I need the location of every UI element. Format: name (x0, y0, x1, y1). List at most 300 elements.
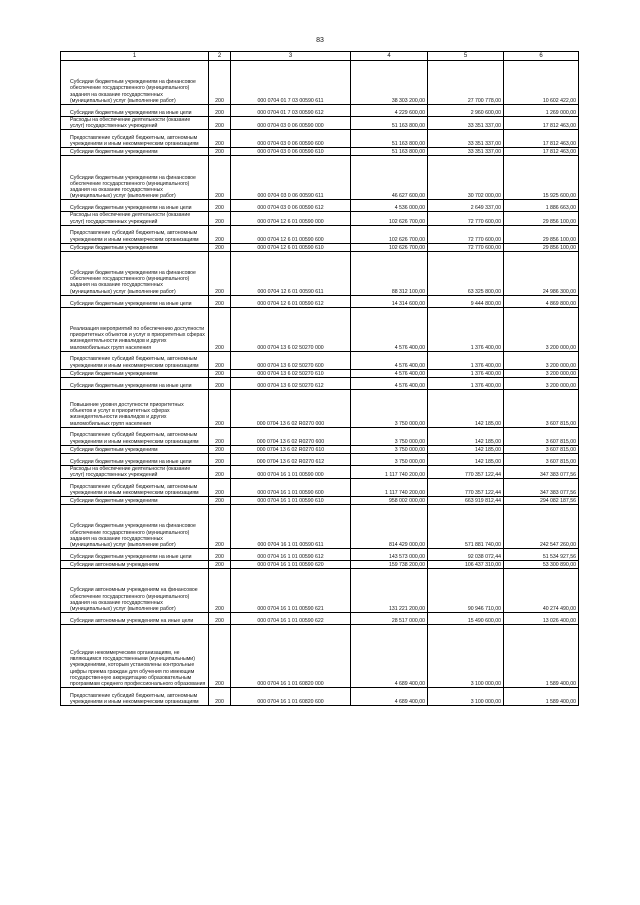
row-kbk: 000 0704 03 0 06 00590 612 (257, 205, 324, 212)
row-name: Субсидии бюджетным учреждениям (70, 149, 158, 156)
row-value-2-cell (428, 445, 504, 453)
row-value-3-cell (504, 497, 579, 505)
row-name: Реализация мероприятий по обеспечению доступности приоритетных объектов и услуг в приоритетных сферах жизнедеятельности инвалидов и других маломобильных групп населения (70, 326, 205, 351)
row-value-2: 1 376 400,00 (470, 382, 501, 389)
row-code-cell (209, 569, 231, 613)
row-value-3-cell (504, 625, 579, 688)
row-kbk: 000 0704 03 0 06 00590 600 (257, 141, 324, 148)
row-code: 200 (215, 370, 224, 377)
row-value-2: 63 325 800,00 (467, 288, 501, 295)
row-kbk-cell (231, 148, 351, 156)
row-value-3: 13 026 400,00 (542, 618, 576, 625)
row-kbk: 000 0704 16 1 01 60820 000 (257, 681, 324, 688)
row-value-3-cell (504, 427, 579, 445)
row-name: Субсидии бюджетным учреждениям на иные цели (70, 382, 192, 389)
row-value-3: 29 856 100,00 (542, 218, 576, 225)
row-value-2-cell (428, 465, 504, 478)
row-name: Субсидии бюджетным учреждениям на иные цели (70, 554, 192, 561)
row-name: Расходы на обеспечение деятельности (оказание услуг) государственных учреждений (70, 117, 191, 130)
row-kbk: 000 0704 13 6 02 50270 612 (257, 382, 324, 389)
row-code-cell (209, 243, 231, 251)
row-code: 200 (215, 420, 224, 427)
row-value-3-cell (504, 117, 579, 130)
row-value-1: 131 221 200,00 (388, 606, 425, 613)
row-value-3: 10 602 422,00 (542, 97, 576, 104)
row-value-2: 106 437 310,00 (464, 562, 501, 569)
row-value-1-cell (351, 549, 428, 561)
row-code: 200 (215, 382, 224, 389)
row-value-1-cell (351, 148, 428, 156)
row-code-cell (209, 453, 231, 465)
row-kbk-cell (231, 200, 351, 212)
row-kbk-cell (231, 377, 351, 389)
row-value-2-cell (428, 569, 504, 613)
row-value-3-cell (504, 453, 579, 465)
table-row (61, 497, 579, 505)
row-name: Предоставление субсидий бюджетным, автономным учреждениям и иным некоммерческим организациям (70, 692, 199, 706)
row-value-3: 17 812 463,00 (542, 123, 576, 130)
row-value-1-cell (351, 200, 428, 212)
row-value-1-cell (351, 569, 428, 613)
row-value-2: 1 376 400,00 (470, 344, 501, 351)
row-code: 200 (215, 554, 224, 561)
row-value-1: 159 738 200,00 (388, 562, 425, 569)
row-code: 200 (215, 193, 224, 200)
row-code-cell (209, 613, 231, 625)
row-value-2-cell (428, 561, 504, 569)
row-value-2: 72 770 600,00 (467, 218, 501, 225)
table-row (61, 453, 579, 465)
row-value-2: 15 490 600,00 (467, 618, 501, 625)
row-value-1: 102 626 700,00 (388, 236, 425, 243)
row-name-cell (61, 389, 209, 427)
row-kbk: 000 0704 16 1 01 00590 622 (257, 618, 324, 625)
row-code: 200 (215, 472, 224, 479)
row-name: Субсидии бюджетным учреждениям (70, 244, 158, 251)
row-kbk-cell (231, 251, 351, 295)
table-row (61, 200, 579, 212)
row-value-2: 3 100 000,00 (470, 681, 501, 688)
row-value-1: 4 576 400,00 (394, 362, 425, 369)
row-code: 200 (215, 300, 224, 307)
row-name: Субсидии бюджетным учреждениям на финансовое обеспечение государственного (муниципального) задания на оказание государственных (муниципальных) услуг (выполнение работ) (70, 174, 196, 200)
row-value-1: 4 536 000,00 (394, 205, 425, 212)
row-value-2-cell (428, 549, 504, 561)
column-header: 6 (504, 52, 579, 61)
row-value-1-cell (351, 61, 428, 105)
row-name: Предоставление субсидий бюджетным, автономным учреждениям и иным некоммерческим организациям (70, 432, 199, 445)
row-kbk-cell (231, 465, 351, 478)
table-row (61, 243, 579, 251)
row-value-1-cell (351, 307, 428, 351)
row-code: 200 (215, 562, 224, 569)
row-value-3: 3 607 815,00 (545, 420, 576, 427)
row-code: 200 (215, 606, 224, 613)
row-value-1-cell (351, 212, 428, 225)
row-value-3: 40 274 490,00 (542, 606, 576, 613)
table-row (61, 351, 579, 369)
table-row (61, 377, 579, 389)
row-code: 200 (215, 490, 224, 497)
row-kbk: 000 0704 13 6 02 R0270 610 (256, 446, 325, 453)
row-value-3-cell (504, 561, 579, 569)
row-value-2-cell (428, 369, 504, 377)
row-value-2-cell (428, 625, 504, 688)
row-value-1: 51 163 800,00 (391, 123, 425, 130)
row-value-1-cell (351, 243, 428, 251)
row-value-3: 242 547 260,00 (539, 542, 576, 549)
row-value-3-cell (504, 465, 579, 478)
row-value-2-cell (428, 497, 504, 505)
row-code: 200 (215, 498, 224, 505)
row-value-2: 142 185,00 (475, 446, 501, 453)
table-row (61, 251, 579, 295)
row-value-1-cell (351, 497, 428, 505)
table-row (61, 212, 579, 225)
row-value-1: 46 627 600,00 (391, 193, 425, 200)
row-code-cell (209, 212, 231, 225)
table-row (61, 389, 579, 427)
row-code-cell (209, 549, 231, 561)
row-value-3-cell (504, 688, 579, 706)
row-value-1: 102 626 700,00 (388, 244, 425, 251)
row-value-2-cell (428, 130, 504, 148)
row-value-2-cell (428, 61, 504, 105)
row-name-cell (61, 243, 209, 251)
row-code-cell (209, 427, 231, 445)
row-kbk-cell (231, 369, 351, 377)
row-kbk: 000 0704 03 0 06 00590 610 (257, 149, 324, 156)
column-header: 4 (351, 52, 428, 61)
row-kbk: 000 0704 13 6 02 50270 600 (257, 362, 324, 369)
row-code: 200 (215, 446, 224, 453)
row-value-1: 143 573 000,00 (388, 554, 425, 561)
row-kbk: 000 0704 16 1 01 00590 600 (257, 490, 324, 497)
row-value-1-cell (351, 625, 428, 688)
row-value-1-cell (351, 427, 428, 445)
row-value-3-cell (504, 351, 579, 369)
row-value-2-cell (428, 688, 504, 706)
row-value-1: 102 626 700,00 (388, 218, 425, 225)
row-value-2-cell (428, 225, 504, 243)
row-value-1: 958 002 000,00 (388, 498, 425, 505)
row-code-cell (209, 351, 231, 369)
row-name-cell (61, 225, 209, 243)
row-code-cell (209, 251, 231, 295)
row-value-2-cell (428, 351, 504, 369)
row-name: Субсидии автономным учреждениям на иные цели (70, 618, 194, 625)
row-value-3-cell (504, 445, 579, 453)
table-header-row (61, 52, 579, 61)
row-value-2-cell (428, 251, 504, 295)
row-value-3: 1 589 400,00 (545, 681, 576, 688)
row-code-cell (209, 479, 231, 497)
row-kbk-cell (231, 351, 351, 369)
row-value-3: 3 607 815,00 (545, 458, 576, 465)
row-kbk: 000 0704 13 6 02 R0270 612 (256, 458, 325, 465)
row-name: Субсидии бюджетным учреждениям (70, 446, 158, 453)
row-value-3: 3 200 000,00 (545, 382, 576, 389)
row-value-1-cell (351, 688, 428, 706)
table-row (61, 307, 579, 351)
row-name-cell (61, 212, 209, 225)
row-code: 200 (215, 236, 224, 243)
row-kbk-cell (231, 479, 351, 497)
row-code: 200 (215, 149, 224, 156)
row-kbk: 000 0704 16 1 01 00590 000 (257, 472, 324, 479)
row-value-1-cell (351, 377, 428, 389)
row-kbk: 000 0704 16 1 01 00590 621 (257, 606, 324, 613)
row-value-3: 17 812 463,00 (542, 149, 576, 156)
row-name: Предоставление субсидий бюджетным, автономным учреждениям и иным некоммерческим организациям (70, 483, 199, 497)
row-value-3-cell (504, 251, 579, 295)
row-value-1-cell (351, 295, 428, 307)
row-value-3: 1 886 663,00 (545, 205, 576, 212)
row-name: Расходы на обеспечение деятельности (оказание услуг) государственных учреждений (70, 212, 191, 225)
row-value-3: 3 200 000,00 (545, 362, 576, 369)
row-code: 200 (215, 218, 224, 225)
row-name-cell (61, 613, 209, 625)
row-name-cell (61, 445, 209, 453)
table-row (61, 295, 579, 307)
row-code-cell (209, 625, 231, 688)
table-row (61, 445, 579, 453)
row-value-3-cell (504, 243, 579, 251)
row-value-3: 3 607 815,00 (545, 446, 576, 453)
row-kbk-cell (231, 497, 351, 505)
row-kbk: 000 0704 03 0 06 00590 000 (257, 123, 324, 130)
row-value-3-cell (504, 130, 579, 148)
table-row (61, 156, 579, 200)
row-kbk-cell (231, 105, 351, 117)
row-code-cell (209, 497, 231, 505)
row-value-2: 33 351 337,00 (467, 123, 501, 130)
row-code-cell (209, 156, 231, 200)
row-kbk: 000 0704 16 1 01 00590 610 (257, 498, 324, 505)
row-code-cell (209, 61, 231, 105)
row-value-2: 1 376 400,00 (470, 362, 501, 369)
row-code-cell (209, 389, 231, 427)
row-kbk-cell (231, 427, 351, 445)
row-value-3-cell (504, 212, 579, 225)
row-code-cell (209, 369, 231, 377)
row-value-3-cell (504, 148, 579, 156)
table-row (61, 569, 579, 613)
row-kbk-cell (231, 295, 351, 307)
row-value-2: 92 038 072,44 (467, 554, 501, 561)
table-row (61, 479, 579, 497)
row-name: Субсидии бюджетным учреждениям на финансовое обеспечение государственного (муниципального) задания на оказание государственных (муниципальных) услуг (выполнение работ) (70, 270, 196, 295)
row-value-1: 3 750 000,00 (394, 438, 425, 445)
row-name-cell (61, 200, 209, 212)
row-name: Субсидии бюджетным учреждениям на иные цели (70, 109, 192, 116)
column-header: 3 (231, 52, 351, 61)
row-value-2: 2 960 600,00 (470, 109, 501, 116)
row-name: Предоставление субсидий бюджетным, автономным учреждениям и иным некоммерческим организациям (70, 135, 199, 148)
row-kbk-cell (231, 625, 351, 688)
row-name-cell (61, 130, 209, 148)
row-code-cell (209, 445, 231, 453)
row-value-1-cell (351, 130, 428, 148)
row-value-2-cell (428, 377, 504, 389)
row-kbk-cell (231, 389, 351, 427)
row-name: Расходы на обеспечение деятельности (оказание услуг) государственных учреждений (70, 465, 191, 479)
column-header: 2 (209, 52, 231, 61)
row-value-1-cell (351, 389, 428, 427)
row-code: 200 (215, 141, 224, 148)
row-code: 200 (215, 542, 224, 549)
row-code: 200 (215, 699, 224, 706)
row-name-cell (61, 427, 209, 445)
row-name-cell (61, 369, 209, 377)
table-row (61, 688, 579, 706)
row-value-2-cell (428, 212, 504, 225)
row-kbk-cell (231, 156, 351, 200)
row-value-3: 1 269 000,00 (545, 109, 576, 116)
row-value-2: 770 357 122,44 (464, 472, 501, 479)
row-name: Субсидии бюджетным учреждениям на иные цели (70, 300, 192, 307)
row-value-3: 15 925 600,00 (542, 193, 576, 200)
row-kbk: 000 0704 13 6 02 R0270 000 (256, 420, 325, 427)
row-value-1: 4 576 400,00 (394, 382, 425, 389)
row-name-cell (61, 453, 209, 465)
table-row (61, 549, 579, 561)
row-value-2: 142 185,00 (475, 438, 501, 445)
row-value-1: 14 314 600,00 (391, 300, 425, 307)
row-kbk-cell (231, 307, 351, 351)
row-value-3: 17 812 463,00 (542, 141, 576, 148)
row-name: Субсидии бюджетным учреждениям (70, 370, 158, 377)
row-kbk-cell (231, 61, 351, 105)
row-value-3-cell (504, 569, 579, 613)
row-code-cell (209, 130, 231, 148)
row-code: 200 (215, 123, 224, 130)
row-code-cell (209, 225, 231, 243)
row-name-cell (61, 117, 209, 130)
row-kbk-cell (231, 561, 351, 569)
row-value-1: 38 303 200,00 (391, 97, 425, 104)
table-row (61, 117, 579, 130)
row-name-cell (61, 377, 209, 389)
row-name-cell (61, 569, 209, 613)
row-kbk-cell (231, 117, 351, 130)
table-row (61, 105, 579, 117)
row-kbk-cell (231, 505, 351, 549)
row-value-1: 3 750 000,00 (394, 446, 425, 453)
row-value-1: 4 576 400,00 (394, 344, 425, 351)
row-code: 200 (215, 458, 224, 465)
table-row (61, 427, 579, 445)
row-name: Субсидии автономным учреждениям (70, 562, 160, 569)
row-value-2-cell (428, 389, 504, 427)
table-row (61, 369, 579, 377)
row-value-2: 3 100 000,00 (470, 699, 501, 706)
row-name-cell (61, 561, 209, 569)
row-value-1-cell (351, 453, 428, 465)
column-header: 1 (61, 52, 209, 61)
row-value-2: 142 185,00 (475, 420, 501, 427)
row-code: 200 (215, 344, 224, 351)
row-value-1: 4 576 400,00 (394, 370, 425, 377)
row-name-cell (61, 688, 209, 706)
table-row (61, 625, 579, 688)
row-name: Субсидии бюджетным учреждениям на финансовое обеспечение государственного (муниципального) задания на оказание государственных (муниципальных) услуг (выполнение работ) (70, 79, 196, 104)
row-kbk-cell (231, 130, 351, 148)
row-value-2: 33 351 337,00 (467, 141, 501, 148)
row-value-1-cell (351, 561, 428, 569)
row-value-2-cell (428, 243, 504, 251)
row-value-2: 2 649 337,00 (470, 205, 501, 212)
row-code: 200 (215, 362, 224, 369)
row-name: Предоставление субсидий бюджетным, автономным учреждениям и иным некоммерческим организациям (70, 356, 199, 369)
row-value-3: 347 383 077,56 (539, 490, 576, 497)
row-name-cell (61, 479, 209, 497)
row-value-1-cell (351, 445, 428, 453)
row-value-1: 4 689 400,00 (394, 681, 425, 688)
row-name-cell (61, 251, 209, 295)
row-value-3: 29 856 100,00 (542, 244, 576, 251)
row-value-1-cell (351, 117, 428, 130)
row-value-3-cell (504, 369, 579, 377)
row-kbk: 000 0704 12 6 01 00590 610 (257, 244, 324, 251)
row-value-1-cell (351, 105, 428, 117)
row-value-3: 347 383 077,56 (539, 472, 576, 479)
row-code-cell (209, 148, 231, 156)
row-kbk: 000 0704 03 0 06 00590 611 (257, 193, 324, 200)
row-code: 200 (215, 618, 224, 625)
row-value-2: 571 881 740,00 (464, 542, 501, 549)
row-name: Субсидии бюджетным учреждениям на иные цели (70, 458, 192, 465)
row-value-1: 51 163 800,00 (391, 149, 425, 156)
row-kbk-cell (231, 212, 351, 225)
row-value-2-cell (428, 505, 504, 549)
table-row (61, 148, 579, 156)
row-value-1: 3 750 000,00 (394, 458, 425, 465)
row-value-1-cell (351, 479, 428, 497)
row-value-2-cell (428, 156, 504, 200)
row-value-1: 88 312 100,00 (391, 288, 425, 295)
row-value-2-cell (428, 200, 504, 212)
row-name-cell (61, 549, 209, 561)
row-value-1: 4 689 400,00 (394, 699, 425, 706)
row-code-cell (209, 117, 231, 130)
table-row (61, 465, 579, 478)
row-value-1-cell (351, 369, 428, 377)
row-kbk: 000 0704 12 6 01 00590 600 (257, 236, 324, 243)
row-value-3: 3 607 815,00 (545, 438, 576, 445)
row-code-cell (209, 105, 231, 117)
row-kbk: 000 0704 01 7 03 00590 611 (257, 97, 324, 104)
row-value-2-cell (428, 148, 504, 156)
row-code: 200 (215, 681, 224, 688)
table-row (61, 225, 579, 243)
row-value-1-cell (351, 505, 428, 549)
row-kbk-cell (231, 688, 351, 706)
row-kbk: 000 0704 16 1 01 00590 611 (257, 542, 324, 549)
row-kbk-cell (231, 453, 351, 465)
row-value-3: 24 986 300,00 (542, 288, 576, 295)
row-value-3-cell (504, 479, 579, 497)
row-value-3: 53 300 890,00 (542, 562, 576, 569)
row-name: Субсидии автономным учреждениям на финансовое обеспечение государственного (муниципального) задания на оказание государственных (муниципальных) услуг (выполнение работ) (70, 587, 198, 613)
row-name: Повышение уровня доступности приоритетных объектов и услуг в приоритетных сферах жизнедеятельности инвалидов и других маломобильных групп населения (70, 402, 184, 427)
row-name-cell (61, 61, 209, 105)
page-number: 83 (316, 37, 324, 44)
budget-table (60, 51, 579, 706)
row-kbk: 000 0704 12 6 01 00590 000 (257, 218, 324, 225)
row-value-2: 33 351 337,00 (467, 149, 501, 156)
row-value-2: 142 185,00 (475, 458, 501, 465)
